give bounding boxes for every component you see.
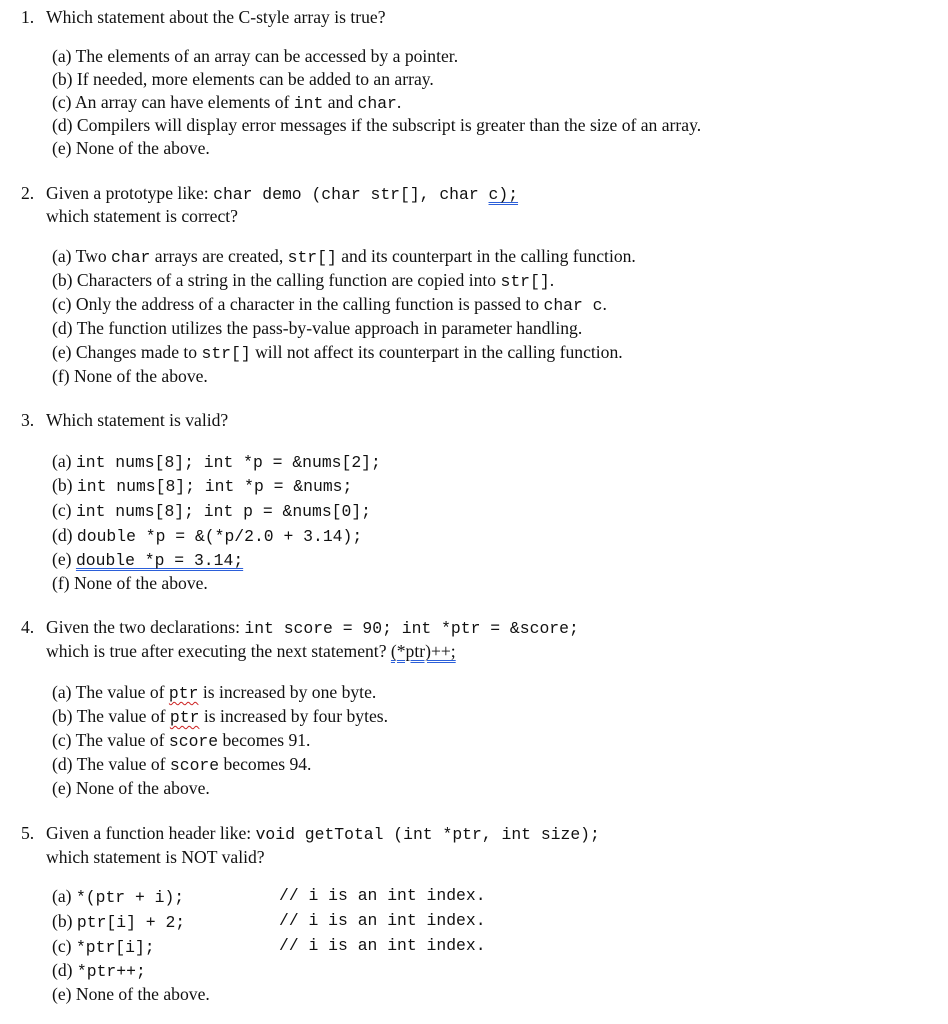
option-a [21, 885, 612, 907]
code-declarations: int score = 90; int *ptr = &score; [244, 619, 579, 638]
code-statement: int nums[8]; int *p = &nums[2]; [75, 453, 381, 472]
option-text: arrays are created, [150, 246, 288, 266]
question-number: 1. [21, 7, 35, 27]
option-label: (b) [52, 911, 77, 931]
option-label: (a) [52, 886, 76, 906]
option-label: (c) [52, 936, 76, 956]
code-prototype: char demo (char str[], char [213, 185, 489, 204]
option-text: (a) Two [52, 246, 112, 266]
question-number: 4. [21, 617, 35, 637]
option-text: (e) Changes made to [52, 342, 202, 362]
question-text: Which statement is valid? [46, 410, 229, 430]
option-a [21, 245, 636, 267]
option-text: (d) The value of [52, 754, 170, 774]
option-text: is increased by four bytes. [199, 706, 389, 726]
option-text: . [602, 294, 607, 314]
code-score: score [168, 732, 219, 751]
code-str: str[] [287, 248, 337, 267]
option-label: (e) [52, 549, 76, 569]
code-str: str[] [500, 272, 550, 291]
question-text: which is true after executing the next statement? [46, 641, 391, 661]
code-function-header: void getTotal (int *ptr, int size); [255, 825, 600, 844]
option-d [21, 753, 311, 775]
option-label: (d) [52, 525, 77, 545]
option-text: (a) The value of [52, 682, 169, 702]
option-label: (d) [52, 960, 77, 980]
option-text: is increased by one byte. [198, 682, 377, 702]
question-4-stem [21, 616, 579, 638]
question-4-stem-line2 [21, 640, 456, 662]
option-label: (b) [52, 475, 77, 495]
question-1-stem [21, 6, 386, 28]
code-statement: int nums[8]; int p = &nums[0]; [75, 502, 372, 521]
option-e: (e) None of the above. [52, 138, 210, 158]
code-prototype-tail: c); [488, 185, 519, 204]
code-comment: // i is an int index. [279, 911, 486, 930]
code-statement: *ptr++; [76, 962, 146, 981]
code-statement: double *p = 3.14; [75, 551, 244, 570]
question-text: Given the two declarations: [46, 617, 245, 637]
option-c [21, 729, 310, 751]
code-score: score [169, 756, 220, 775]
option-text: . [549, 270, 555, 290]
option-e [21, 341, 623, 363]
option-a: (a) The elements of an array can be accessed by a pointer. [52, 46, 459, 66]
question-2-stem [21, 182, 518, 204]
question-3-stem [21, 409, 228, 431]
code-ptr: ptr [169, 708, 200, 727]
option-text: (b) The value of [52, 706, 170, 726]
option-text: (c) An array can have elements of [52, 92, 294, 112]
option-b [21, 269, 554, 291]
question-2-stem-line2: which statement is correct? [46, 206, 238, 226]
option-e [21, 548, 243, 570]
code-char: char [111, 248, 151, 267]
option-f: (f) None of the above. [52, 573, 208, 593]
statement-text: (*ptr)++; [390, 641, 456, 661]
code-statement: double *p = &(*p/2.0 + 3.14); [76, 527, 363, 546]
option-e: (e) None of the above. [52, 984, 210, 1004]
option-text: and [323, 92, 358, 112]
option-b [21, 474, 352, 496]
option-d [21, 959, 146, 981]
question-text: Which statement about the C-style array is true? [46, 7, 386, 27]
option-text: and its counterpart in the calling function. [336, 246, 636, 266]
option-text: (c) Only the address of a character in the calling function is passed to [52, 294, 544, 314]
option-text: . [396, 92, 402, 112]
code-char: char [357, 94, 397, 113]
question-text: Given a prototype like: [46, 183, 214, 203]
question-5-stem-line2: which statement is NOT valid? [46, 847, 265, 867]
option-c [21, 499, 371, 521]
option-c [21, 935, 612, 957]
option-text: will not affect its counterpart in the calling function. [250, 342, 623, 362]
code-ptr: ptr [168, 684, 199, 703]
option-d: (d) Compilers will display error messages if the subscript is greater than the size of an array. [52, 115, 702, 135]
option-e: (e) None of the above. [52, 778, 210, 798]
code-statement: *(ptr + i); [75, 888, 185, 907]
option-c [21, 293, 607, 315]
option-b: (b) If needed, more elements can be added to an array. [52, 69, 434, 89]
question-number: 2. [21, 183, 35, 203]
option-b [21, 910, 612, 932]
code-int: int [293, 94, 324, 113]
option-b [21, 705, 388, 727]
code-str: str[] [201, 344, 251, 363]
option-text: (c) The value of [52, 730, 169, 750]
question-number: 3. [21, 410, 35, 430]
option-d: (d) The function utilizes the pass-by-value approach in parameter handling. [52, 318, 583, 338]
code-statement: ptr[i] + 2; [76, 913, 186, 932]
option-text: (b) Characters of a string in the calling function are copied into [52, 270, 501, 290]
question-number: 5. [21, 823, 35, 843]
option-a [21, 450, 381, 472]
code-char-c: char c [543, 296, 603, 315]
option-c [21, 91, 401, 113]
code-comment: // i is an int index. [279, 886, 486, 905]
option-a [21, 681, 376, 703]
question-text: Given a function header like: [46, 823, 256, 843]
option-text: becomes 91. [218, 730, 311, 750]
option-d [21, 524, 362, 546]
option-text: becomes 94. [219, 754, 312, 774]
question-5-stem [21, 822, 600, 844]
option-f: (f) None of the above. [52, 366, 208, 386]
option-label: (a) [52, 451, 76, 471]
option-label: (c) [52, 500, 76, 520]
code-statement: int nums[8]; int *p = &nums; [76, 477, 353, 496]
code-comment: // i is an int index. [279, 936, 486, 955]
code-statement: *ptr[i]; [75, 938, 155, 957]
